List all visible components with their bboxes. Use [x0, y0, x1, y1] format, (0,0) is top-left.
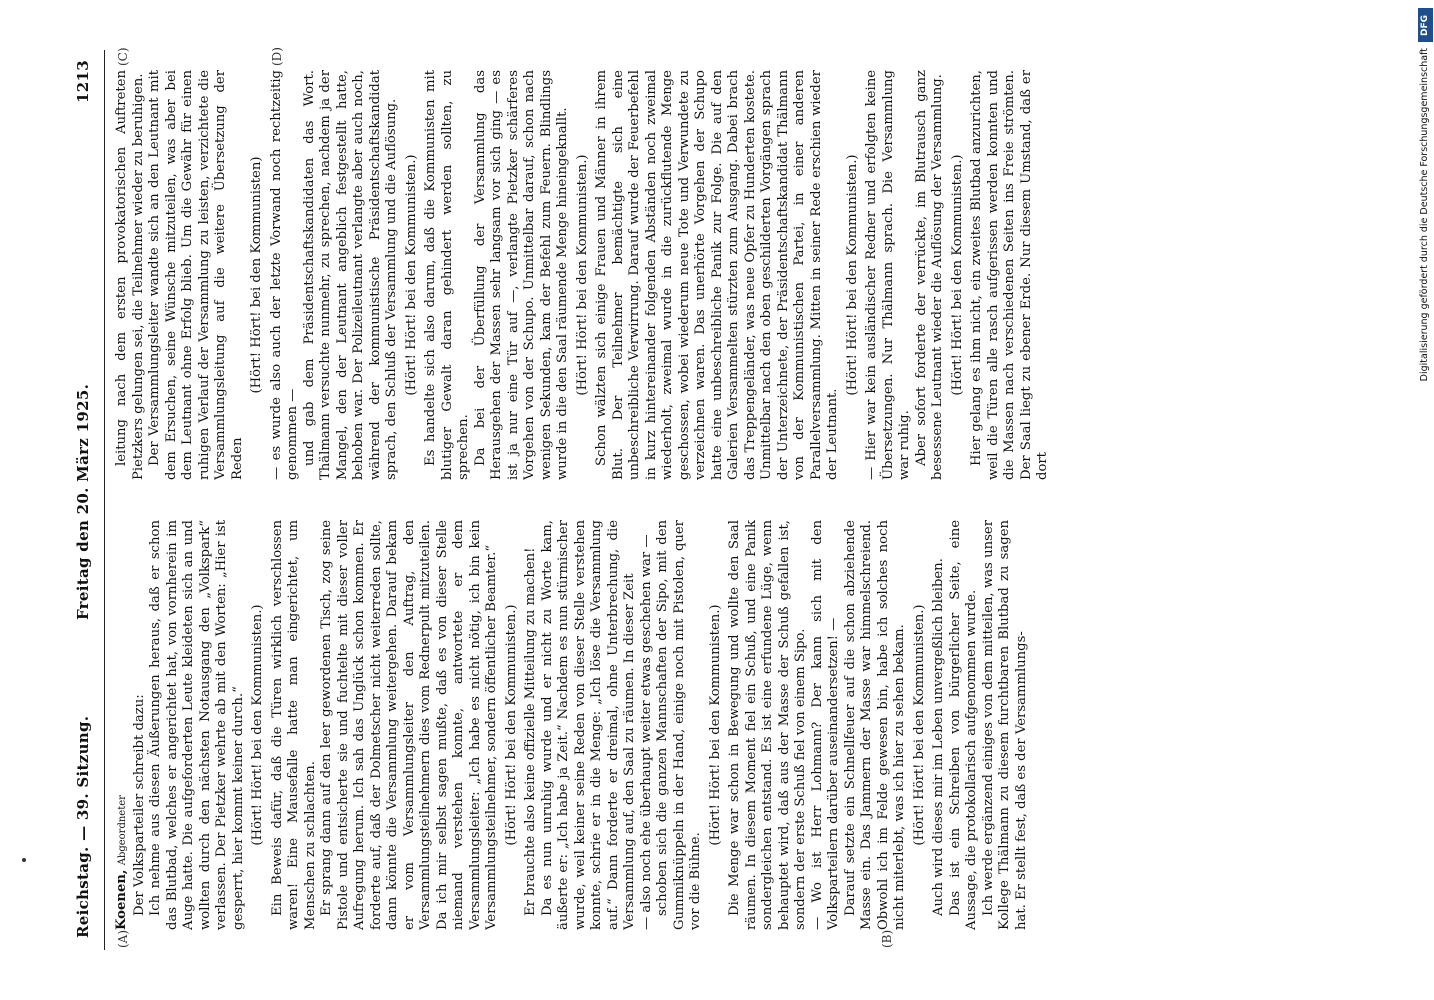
paragraph: Das ist ein Schreiben von bürgerlicher Seite, eine Aussage, die protokollarisch aufgenommen wurde. [947, 520, 979, 930]
paragraph: Ein Beweis dafür, daß die Türen wirklich verschlossen waren! Eine Mausefalle hatte man eingerichtet, um Menschen zu schlachten. [269, 520, 318, 930]
header-session: Reichstag. — 39. Sitzung. [74, 715, 92, 938]
paragraph: (Hört! Hört! bei den Kommunisten.) [707, 604, 723, 846]
speaker-name: Koenen, [114, 869, 129, 930]
scan-speck [22, 858, 26, 862]
paragraph: Die Menge war schon in Bewegung und wollte den Saal räumen. In diesem Moment fiel ein Schuß, und eine Panik sondergleichen entstand. Es ist eine erfundene Lüge, wenn behauptet wird, daß aus der Masse der Schuß gefallen ist, sondern der erste Schuß fiel von einem Sipo. [727, 520, 808, 930]
paragraph: Da es nun unruhig wurde und er nicht zu Worte kam, äußerte er: „Ich habe ja Zeit.“ Nachdem es nun stürmischer wurde, weil keiner seine Reden von dieser Stelle verstehen konnte, schrie er in die Menge: „Ich löse die Versammlung auf.“ Dann forderte er dreimal, ohne Unterbrechung, die Versammlung auf, den Saal zu räumen. In dieser Zeit [539, 520, 637, 930]
margin-marker-a: (A) [116, 929, 130, 948]
paragraph: Da bei der Überfüllung der Versammlung das Herausgehen der Massen sehr langsam vor sich ging — es ist ja nur eine Tür auf —, verlangte Pietzker schärferes Vorgehen von der Schupo. Unmittelbar darauf, schon nach wenigen Sekunden, kam der Befehl zum Feuern. Blindlings wurde in die den Saal räumende Menge hineingeknallt. [472, 70, 570, 480]
paragraph: (Hört! Hört! bei den Kommunisten.) [844, 154, 860, 396]
paragraph: Aber sofort forderte der verrückte, im Blutrausch ganz besessene Leutnant wieder die Auflösung der Versammlung. [913, 70, 945, 480]
digitization-credit-strip [1417, 8, 1434, 788]
speaker-role: Abgeordneter [117, 795, 128, 866]
paragraph: (Hört! Hört! bei den Kommunisten.) [250, 604, 265, 846]
paragraph: Ich werde ergänzend einiges von dem mitteilen, was unser Kollege Thälmann zu diesem furchtbaren Blutbad zu sagen hat. Er stellt fest, daß es der Versammlungs- [980, 520, 1029, 930]
credit-text: Digitalisierung gefördert durch die Deutsche Forschungsgemeinschaft [1419, 48, 1430, 382]
header-rule [104, 50, 105, 950]
header-date: Freitag den 20. März 1925. [74, 383, 92, 620]
margin-marker-b: (B) [880, 929, 894, 948]
paragraph: Er brauchte also keine offizielle Mitteilung zu machen! [523, 547, 538, 916]
margin-marker-d: (D) [270, 47, 284, 66]
paragraph: (Hört! Hört! bei den Kommunisten.) [911, 604, 927, 846]
paragraph: Ich nehme aus diesen Äußerungen heraus, daß er schon das Blutbad, welches er angerichtet hat, von vornherein im Auge hatte. Die aufgeforderten Leute kleideten sich an und wollten durch den nächsten Notausgang den „Volkspark“ verlassen. Der Pietzker wehrte ab mit den Worten: „Hier ist gesperrt, hier kommt keiner durch.“ [148, 520, 246, 930]
paragraph: leitung nach dem ersten provokatorischen Auftreten Pietzkers gelungen sei, die Teilnehmer wieder zu beruhigen. [114, 70, 146, 480]
paragraph: Darauf setzte ein Schnellfeuer auf die schon abziehende Masse ein. Das Jammern der Masse war himmelschreiend. Obwohl ich im Felde gewesen bin, habe ich solches noch nicht miterlebt, was ich hier zu sehen bekam. [842, 520, 907, 930]
paragraph: Er sprang dann auf den leer gewordenen Tisch, zog seine Pistole und entsicherte sie und fuchtelte mit dieser voller Aufregung herum. Ich sah das Unglück schon kommen. Er forderte auf, daß der Dolmetscher nicht weiterreden sollte, dann könnte die Versammlung weitergehen. Darauf bekam er vom Versammlungsleiter den Auftrag, den Versammlungsteilnehmern dies vom Rednerpult mitzuteilen. Da ich mir selbst sagen mußte, daß es von dieser Stelle niemand verstehen konnte, antwortete er dem Versammlungsleiter: „Ich habe es nicht nötig, ich bin kein Versammlungsteilnehmer, sondern öffentlicher Beamter.“ [319, 520, 499, 930]
dfg-logo: DFG [1418, 8, 1433, 42]
paragraph: (Hört! Hört! bei den Kommunisten.) [574, 154, 590, 396]
paragraph: (Hört! Hört! bei den Kommunisten.) [403, 154, 419, 396]
paragraph: — Wo ist Herr Lohmann? Der kann sich mit den Volksparteilern darüber auseinandersetzen! — [809, 520, 841, 930]
paragraph: Auch wird dieses mir im Leben unvergeßlich bleiben. [931, 558, 946, 916]
rotated-document-page [70, 47, 1330, 950]
speaker-line [114, 520, 132, 930]
paragraph: Der Volksparteiler schreibt dazu: [131, 694, 147, 916]
paragraph: (Hört! Hört! bei den Kommunisten) [249, 156, 264, 394]
paragraph: Es handelte sich also darum, daß die Kommunisten mit blutiger Gewalt daran gehindert werden sollten, zu sprechen. [423, 70, 471, 480]
paragraph: Schon wälzten sich einige Frauen und Männer in ihrem Blut. Der Teilnehmer bemächtigte sich eine unbeschreibliche Verwirrung. Darauf wurde der Feuerbefehl in kurz hintereinander folgenden Abständen noch zweimal wiederholt, zweimal wurde in die zurückflutende Menge geschossen, wobei wiederum neue Tote und Verwundete zu verzeichnen waren. Das unerhörte Vorgehen der Schupo hatte eine unbeschreibliche Panik zur Folge. Die auf den Galerien Versammelten stürzten zum Ausgang. Dabei brach das Treppengeländer, was neue Opfer zu Hunderten kostete. Unmittelbar nach den oben geschilderten Vorgängen sprach der Unterzeichnete, der Präsidentschaftskandidat Thälmann von der Kommunistischen Partei, in einer anderen Parallelversammlung. Mitten in seiner Rede erschien wieder der Leutnant. [594, 70, 840, 480]
paragraph: schoben sich die ganzen Mannschaften der Sipo, mit den Gummiknüppeln in der Hand, einige noch mit Pistolen, quer vor die Bühne. [655, 520, 703, 930]
margin-marker-c: (C) [116, 47, 130, 66]
left-text-column [114, 520, 1314, 930]
paragraph: — es wurde also auch der letzte Vorwand noch rechtzeitig genommen — [268, 70, 300, 480]
paragraph: und gab dem Präsidentschaftskandidaten das Wort. Thälmann versuchte nunmehr, zu sprechen, nachdem ja der Mangel, den der Leutnant angeblich festgestellt hatte, behoben war. Der Polizeileutnant verlangte aber auch noch, während der kommunistische Präsidentschaftskandidat sprach, den Schluß der Versammlung und die Auflösung. [301, 70, 399, 480]
page-header [70, 50, 104, 950]
paragraph: — also noch ehe überhaupt weiter etwas geschehen war — [638, 534, 654, 930]
page-number: 1213 [74, 60, 92, 103]
paragraph: Der Versammlungsleiter wandte sich an den Leutnant mit dem Ersuchen, seine Wünsche mitzuteilen, was aber bei dem Leutnant ohne Erfolg blieb. Um die Gewähr für einen ruhigen Verlauf der Versammlung zu leisten, verzichtete die Versammlungsleitung auf die weitere Übersetzung der Reden [147, 70, 245, 480]
paragraph: (Hört! Hört! bei den Kommunisten.) [949, 154, 965, 396]
paragraph: Hier gelang es ihm nicht, ein zweites Blutbad anzurichten, weil die Türen alle rasch aufgerissen werden konnten und die Massen nach verschiedenen Seiten ins Freie strömten. Der Saal liegt zu ebener Erde. Nur diesem Umstand, daß er dort [969, 70, 1050, 480]
paragraph: — Hier war kein ausländischer Redner und erfolgten keine Übersetzungen. Nur Thälmann sprach. Die Versammlung war ruhig. [864, 70, 912, 480]
paragraph: (Hört! Hört! bei den Kommunisten.) [503, 604, 519, 846]
right-text-column [114, 70, 1314, 480]
